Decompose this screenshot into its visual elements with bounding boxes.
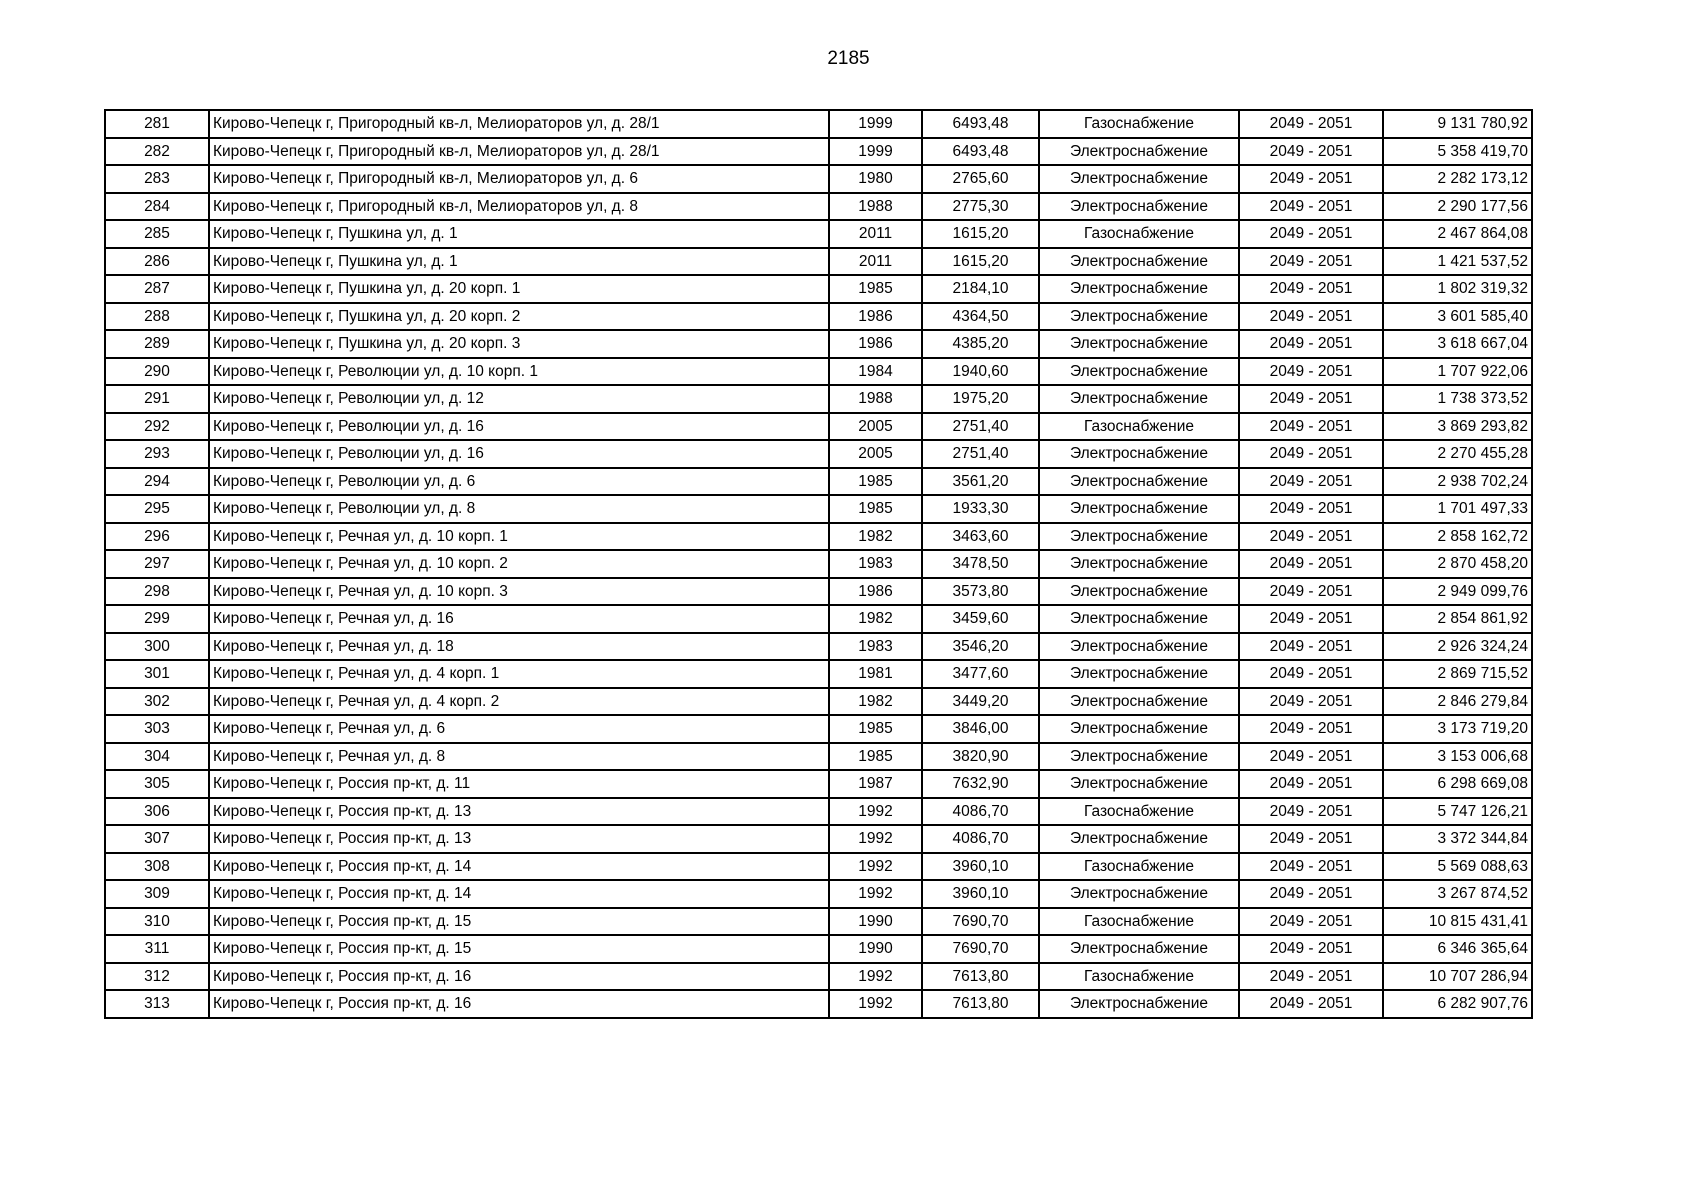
table-body — [105, 110, 1532, 1018]
repair-period-cell: 2049 - 2051 — [1239, 385, 1383, 413]
address-cell: Кирово-Чепецк г, Речная ул, д. 10 корп. 1 — [209, 523, 829, 551]
utility-system-cell: Электроснабжение — [1039, 605, 1239, 633]
table-row — [105, 165, 1532, 193]
repair-period-cell: 2049 - 2051 — [1239, 413, 1383, 441]
table-row — [105, 605, 1532, 633]
table-row — [105, 523, 1532, 551]
cost-cell: 3 869 293,82 — [1383, 413, 1532, 441]
repair-period-cell: 2049 - 2051 — [1239, 138, 1383, 166]
build-year-cell: 1992 — [829, 963, 922, 991]
utility-system-cell: Электроснабжение — [1039, 633, 1239, 661]
address-cell: Кирово-Чепецк г, Пригородный кв-л, Мелиораторов ул, д. 28/1 — [209, 138, 829, 166]
cost-cell: 3 601 585,40 — [1383, 303, 1532, 331]
address-cell: Кирово-Чепецк г, Речная ул, д. 4 корп. 2 — [209, 688, 829, 716]
cost-cell: 3 173 719,20 — [1383, 715, 1532, 743]
area-cell: 1940,60 — [922, 358, 1039, 386]
cost-cell: 1 707 922,06 — [1383, 358, 1532, 386]
repair-period-cell: 2049 - 2051 — [1239, 660, 1383, 688]
row-number-cell: 312 — [105, 963, 209, 991]
area-cell: 2751,40 — [922, 440, 1039, 468]
row-number-cell: 308 — [105, 853, 209, 881]
cost-cell: 2 854 861,92 — [1383, 605, 1532, 633]
address-cell: Кирово-Чепецк г, Речная ул, д. 10 корп. 3 — [209, 578, 829, 606]
area-cell: 1975,20 — [922, 385, 1039, 413]
table-row — [105, 330, 1532, 358]
cost-cell: 2 869 715,52 — [1383, 660, 1532, 688]
utility-system-cell: Газоснабжение — [1039, 798, 1239, 826]
build-year-cell: 1988 — [829, 193, 922, 221]
row-number-cell: 307 — [105, 825, 209, 853]
row-number-cell: 311 — [105, 935, 209, 963]
utility-system-cell: Электроснабжение — [1039, 193, 1239, 221]
build-year-cell: 1983 — [829, 633, 922, 661]
cost-cell: 3 372 344,84 — [1383, 825, 1532, 853]
utility-system-cell: Газоснабжение — [1039, 963, 1239, 991]
area-cell: 2775,30 — [922, 193, 1039, 221]
repair-period-cell: 2049 - 2051 — [1239, 303, 1383, 331]
table-row — [105, 220, 1532, 248]
cost-cell: 2 846 279,84 — [1383, 688, 1532, 716]
area-cell: 3573,80 — [922, 578, 1039, 606]
table-row — [105, 275, 1532, 303]
table-row — [105, 385, 1532, 413]
build-year-cell: 1999 — [829, 110, 922, 138]
address-cell: Кирово-Чепецк г, Пригородный кв-л, Мелиораторов ул, д. 6 — [209, 165, 829, 193]
utility-system-cell: Электроснабжение — [1039, 495, 1239, 523]
address-cell: Кирово-Чепецк г, Пушкина ул, д. 20 корп. 2 — [209, 303, 829, 331]
build-year-cell: 1992 — [829, 880, 922, 908]
repair-period-cell: 2049 - 2051 — [1239, 853, 1383, 881]
address-cell: Кирово-Чепецк г, Россия пр-кт, д. 11 — [209, 770, 829, 798]
repair-period-cell: 2049 - 2051 — [1239, 578, 1383, 606]
utility-system-cell: Электроснабжение — [1039, 358, 1239, 386]
utility-system-cell: Электроснабжение — [1039, 688, 1239, 716]
repair-period-cell: 2049 - 2051 — [1239, 825, 1383, 853]
build-year-cell: 1983 — [829, 550, 922, 578]
cost-cell: 10 815 431,41 — [1383, 908, 1532, 936]
build-year-cell: 1982 — [829, 523, 922, 551]
table-row — [105, 715, 1532, 743]
row-number-cell: 299 — [105, 605, 209, 633]
utility-system-cell: Электроснабжение — [1039, 165, 1239, 193]
utility-system-cell: Электроснабжение — [1039, 550, 1239, 578]
cost-cell: 6 298 669,08 — [1383, 770, 1532, 798]
address-cell: Кирово-Чепецк г, Пушкина ул, д. 20 корп. 1 — [209, 275, 829, 303]
utility-system-cell: Электроснабжение — [1039, 578, 1239, 606]
table-row — [105, 990, 1532, 1018]
address-cell: Кирово-Чепецк г, Революции ул, д. 8 — [209, 495, 829, 523]
address-cell: Кирово-Чепецк г, Революции ул, д. 16 — [209, 413, 829, 441]
build-year-cell: 1992 — [829, 825, 922, 853]
table-row — [105, 633, 1532, 661]
utility-system-cell: Электроснабжение — [1039, 248, 1239, 276]
address-cell: Кирово-Чепецк г, Речная ул, д. 8 — [209, 743, 829, 771]
row-number-cell: 286 — [105, 248, 209, 276]
table-row — [105, 303, 1532, 331]
area-cell: 7613,80 — [922, 963, 1039, 991]
cost-cell: 1 802 319,32 — [1383, 275, 1532, 303]
area-cell: 6493,48 — [922, 138, 1039, 166]
build-year-cell: 2005 — [829, 413, 922, 441]
repair-period-cell: 2049 - 2051 — [1239, 743, 1383, 771]
cost-cell: 2 926 324,24 — [1383, 633, 1532, 661]
address-cell: Кирово-Чепецк г, Пушкина ул, д. 1 — [209, 220, 829, 248]
cost-cell: 2 949 099,76 — [1383, 578, 1532, 606]
table-row — [105, 550, 1532, 578]
address-cell: Кирово-Чепецк г, Речная ул, д. 6 — [209, 715, 829, 743]
table-row — [105, 358, 1532, 386]
build-year-cell: 1999 — [829, 138, 922, 166]
address-cell: Кирово-Чепецк г, Пушкина ул, д. 20 корп. 3 — [209, 330, 829, 358]
table-row — [105, 468, 1532, 496]
table-row — [105, 853, 1532, 881]
row-number-cell: 313 — [105, 990, 209, 1018]
repair-period-cell: 2049 - 2051 — [1239, 193, 1383, 221]
area-cell: 7690,70 — [922, 908, 1039, 936]
row-number-cell: 301 — [105, 660, 209, 688]
row-number-cell: 304 — [105, 743, 209, 771]
cost-cell: 2 270 455,28 — [1383, 440, 1532, 468]
build-year-cell: 1985 — [829, 275, 922, 303]
cost-cell: 1 421 537,52 — [1383, 248, 1532, 276]
table-row — [105, 578, 1532, 606]
area-cell: 3463,60 — [922, 523, 1039, 551]
repair-period-cell: 2049 - 2051 — [1239, 248, 1383, 276]
cost-cell: 2 290 177,56 — [1383, 193, 1532, 221]
repair-period-cell: 2049 - 2051 — [1239, 880, 1383, 908]
build-year-cell: 1990 — [829, 935, 922, 963]
row-number-cell: 283 — [105, 165, 209, 193]
address-cell: Кирово-Чепецк г, Россия пр-кт, д. 14 — [209, 853, 829, 881]
build-year-cell: 1985 — [829, 715, 922, 743]
cost-cell: 2 282 173,12 — [1383, 165, 1532, 193]
build-year-cell: 1990 — [829, 908, 922, 936]
cost-cell: 6 346 365,64 — [1383, 935, 1532, 963]
utility-system-cell: Газоснабжение — [1039, 110, 1239, 138]
cost-cell: 10 707 286,94 — [1383, 963, 1532, 991]
build-year-cell: 1982 — [829, 688, 922, 716]
utility-system-cell: Электроснабжение — [1039, 715, 1239, 743]
table-row — [105, 963, 1532, 991]
address-cell: Кирово-Чепецк г, Пригородный кв-л, Мелиораторов ул, д. 8 — [209, 193, 829, 221]
table-row — [105, 138, 1532, 166]
table-row — [105, 440, 1532, 468]
area-cell: 3820,90 — [922, 743, 1039, 771]
row-number-cell: 294 — [105, 468, 209, 496]
cost-cell: 5 358 419,70 — [1383, 138, 1532, 166]
area-cell: 3459,60 — [922, 605, 1039, 633]
row-number-cell: 298 — [105, 578, 209, 606]
repair-period-cell: 2049 - 2051 — [1239, 523, 1383, 551]
cost-cell: 1 738 373,52 — [1383, 385, 1532, 413]
utility-system-cell: Электроснабжение — [1039, 468, 1239, 496]
cost-cell: 6 282 907,76 — [1383, 990, 1532, 1018]
address-cell: Кирово-Чепецк г, Революции ул, д. 12 — [209, 385, 829, 413]
address-cell: Кирово-Чепецк г, Речная ул, д. 10 корп. 2 — [209, 550, 829, 578]
area-cell: 4364,50 — [922, 303, 1039, 331]
utility-system-cell: Электроснабжение — [1039, 770, 1239, 798]
table-row — [105, 908, 1532, 936]
repair-period-cell: 2049 - 2051 — [1239, 963, 1383, 991]
area-cell: 7613,80 — [922, 990, 1039, 1018]
repair-period-cell: 2049 - 2051 — [1239, 440, 1383, 468]
row-number-cell: 303 — [105, 715, 209, 743]
build-year-cell: 2005 — [829, 440, 922, 468]
area-cell: 1615,20 — [922, 220, 1039, 248]
build-year-cell: 1992 — [829, 853, 922, 881]
cost-cell: 2 858 162,72 — [1383, 523, 1532, 551]
repair-period-cell: 2049 - 2051 — [1239, 688, 1383, 716]
repair-period-cell: 2049 - 2051 — [1239, 935, 1383, 963]
build-year-cell: 1985 — [829, 468, 922, 496]
address-cell: Кирово-Чепецк г, Речная ул, д. 18 — [209, 633, 829, 661]
utility-system-cell: Электроснабжение — [1039, 385, 1239, 413]
repair-period-cell: 2049 - 2051 — [1239, 468, 1383, 496]
area-cell: 6493,48 — [922, 110, 1039, 138]
cost-cell: 1 701 497,33 — [1383, 495, 1532, 523]
table-row — [105, 413, 1532, 441]
utility-system-cell: Электроснабжение — [1039, 660, 1239, 688]
row-number-cell: 293 — [105, 440, 209, 468]
address-cell: Кирово-Чепецк г, Россия пр-кт, д. 14 — [209, 880, 829, 908]
build-year-cell: 1986 — [829, 330, 922, 358]
area-cell: 3561,20 — [922, 468, 1039, 496]
address-cell: Кирово-Чепецк г, Россия пр-кт, д. 13 — [209, 825, 829, 853]
address-cell: Кирово-Чепецк г, Пригородный кв-л, Мелиораторов ул, д. 28/1 — [209, 110, 829, 138]
area-cell: 7632,90 — [922, 770, 1039, 798]
area-cell: 3546,20 — [922, 633, 1039, 661]
build-year-cell: 1980 — [829, 165, 922, 193]
cost-cell: 3 618 667,04 — [1383, 330, 1532, 358]
row-number-cell: 305 — [105, 770, 209, 798]
utility-system-cell: Электроснабжение — [1039, 138, 1239, 166]
build-year-cell: 1985 — [829, 495, 922, 523]
build-year-cell: 2011 — [829, 220, 922, 248]
repair-period-cell: 2049 - 2051 — [1239, 330, 1383, 358]
repair-period-cell: 2049 - 2051 — [1239, 633, 1383, 661]
utility-system-cell: Электроснабжение — [1039, 880, 1239, 908]
utility-system-cell: Электроснабжение — [1039, 440, 1239, 468]
cost-cell: 2 870 458,20 — [1383, 550, 1532, 578]
address-cell: Кирово-Чепецк г, Россия пр-кт, д. 16 — [209, 963, 829, 991]
utility-system-cell: Электроснабжение — [1039, 825, 1239, 853]
area-cell: 7690,70 — [922, 935, 1039, 963]
repair-period-cell: 2049 - 2051 — [1239, 110, 1383, 138]
table-row — [105, 193, 1532, 221]
repair-period-cell: 2049 - 2051 — [1239, 220, 1383, 248]
table-row — [105, 798, 1532, 826]
area-cell: 3960,10 — [922, 853, 1039, 881]
repair-period-cell: 2049 - 2051 — [1239, 358, 1383, 386]
build-year-cell: 1986 — [829, 578, 922, 606]
area-cell: 4086,70 — [922, 798, 1039, 826]
repair-period-cell: 2049 - 2051 — [1239, 990, 1383, 1018]
table-row — [105, 495, 1532, 523]
repair-period-cell: 2049 - 2051 — [1239, 495, 1383, 523]
utility-system-cell: Электроснабжение — [1039, 935, 1239, 963]
row-number-cell: 281 — [105, 110, 209, 138]
area-cell: 4385,20 — [922, 330, 1039, 358]
repair-period-cell: 2049 - 2051 — [1239, 798, 1383, 826]
utility-system-cell: Электроснабжение — [1039, 303, 1239, 331]
utility-system-cell: Газоснабжение — [1039, 413, 1239, 441]
build-year-cell: 1992 — [829, 798, 922, 826]
row-number-cell: 295 — [105, 495, 209, 523]
build-year-cell: 1984 — [829, 358, 922, 386]
table-row — [105, 825, 1532, 853]
row-number-cell: 287 — [105, 275, 209, 303]
row-number-cell: 291 — [105, 385, 209, 413]
table-row — [105, 688, 1532, 716]
address-cell: Кирово-Чепецк г, Россия пр-кт, д. 13 — [209, 798, 829, 826]
address-cell: Кирово-Чепецк г, Речная ул, д. 16 — [209, 605, 829, 633]
row-number-cell: 289 — [105, 330, 209, 358]
row-number-cell: 292 — [105, 413, 209, 441]
address-cell: Кирово-Чепецк г, Россия пр-кт, д. 16 — [209, 990, 829, 1018]
repair-period-cell: 2049 - 2051 — [1239, 165, 1383, 193]
build-year-cell: 2011 — [829, 248, 922, 276]
build-year-cell: 1981 — [829, 660, 922, 688]
row-number-cell: 288 — [105, 303, 209, 331]
utility-system-cell: Электроснабжение — [1039, 523, 1239, 551]
build-year-cell: 1988 — [829, 385, 922, 413]
row-number-cell: 302 — [105, 688, 209, 716]
utility-system-cell: Газоснабжение — [1039, 908, 1239, 936]
repair-period-cell: 2049 - 2051 — [1239, 715, 1383, 743]
page-number: 2185 — [827, 48, 870, 69]
build-year-cell: 1987 — [829, 770, 922, 798]
area-cell: 3449,20 — [922, 688, 1039, 716]
repair-period-cell: 2049 - 2051 — [1239, 770, 1383, 798]
row-number-cell: 284 — [105, 193, 209, 221]
address-cell: Кирово-Чепецк г, Революции ул, д. 16 — [209, 440, 829, 468]
area-cell: 2751,40 — [922, 413, 1039, 441]
repair-period-cell: 2049 - 2051 — [1239, 275, 1383, 303]
build-year-cell: 1986 — [829, 303, 922, 331]
utility-system-cell: Газоснабжение — [1039, 220, 1239, 248]
address-cell: Кирово-Чепецк г, Пушкина ул, д. 1 — [209, 248, 829, 276]
row-number-cell: 306 — [105, 798, 209, 826]
address-cell: Кирово-Чепецк г, Революции ул, д. 6 — [209, 468, 829, 496]
cost-cell: 3 267 874,52 — [1383, 880, 1532, 908]
repair-period-cell: 2049 - 2051 — [1239, 605, 1383, 633]
row-number-cell: 300 — [105, 633, 209, 661]
repair-period-cell: 2049 - 2051 — [1239, 550, 1383, 578]
utility-system-cell: Электроснабжение — [1039, 990, 1239, 1018]
area-cell: 3846,00 — [922, 715, 1039, 743]
area-cell: 2184,10 — [922, 275, 1039, 303]
table-row — [105, 770, 1532, 798]
cost-cell: 9 131 780,92 — [1383, 110, 1532, 138]
utility-system-cell: Газоснабжение — [1039, 853, 1239, 881]
row-number-cell: 282 — [105, 138, 209, 166]
address-cell: Кирово-Чепецк г, Россия пр-кт, д. 15 — [209, 908, 829, 936]
row-number-cell: 297 — [105, 550, 209, 578]
cost-cell: 3 153 006,68 — [1383, 743, 1532, 771]
utility-system-cell: Электроснабжение — [1039, 275, 1239, 303]
area-cell: 3478,50 — [922, 550, 1039, 578]
cost-cell: 5 747 126,21 — [1383, 798, 1532, 826]
table-row — [105, 880, 1532, 908]
repair-schedule-table — [104, 109, 1533, 1019]
table-row — [105, 743, 1532, 771]
table-row — [105, 660, 1532, 688]
row-number-cell: 296 — [105, 523, 209, 551]
cost-cell: 2 938 702,24 — [1383, 468, 1532, 496]
build-year-cell: 1992 — [829, 990, 922, 1018]
cost-cell: 5 569 088,63 — [1383, 853, 1532, 881]
area-cell: 4086,70 — [922, 825, 1039, 853]
row-number-cell: 285 — [105, 220, 209, 248]
table-row — [105, 935, 1532, 963]
repair-period-cell: 2049 - 2051 — [1239, 908, 1383, 936]
build-year-cell: 1982 — [829, 605, 922, 633]
address-cell: Кирово-Чепецк г, Россия пр-кт, д. 15 — [209, 935, 829, 963]
utility-system-cell: Электроснабжение — [1039, 743, 1239, 771]
table-row — [105, 248, 1532, 276]
row-number-cell: 290 — [105, 358, 209, 386]
area-cell: 1933,30 — [922, 495, 1039, 523]
build-year-cell: 1985 — [829, 743, 922, 771]
row-number-cell: 309 — [105, 880, 209, 908]
cost-cell: 2 467 864,08 — [1383, 220, 1532, 248]
table-row — [105, 110, 1532, 138]
address-cell: Кирово-Чепецк г, Речная ул, д. 4 корп. 1 — [209, 660, 829, 688]
area-cell: 3477,60 — [922, 660, 1039, 688]
address-cell: Кирово-Чепецк г, Революции ул, д. 10 корп. 1 — [209, 358, 829, 386]
utility-system-cell: Электроснабжение — [1039, 330, 1239, 358]
area-cell: 1615,20 — [922, 248, 1039, 276]
row-number-cell: 310 — [105, 908, 209, 936]
area-cell: 2765,60 — [922, 165, 1039, 193]
area-cell: 3960,10 — [922, 880, 1039, 908]
